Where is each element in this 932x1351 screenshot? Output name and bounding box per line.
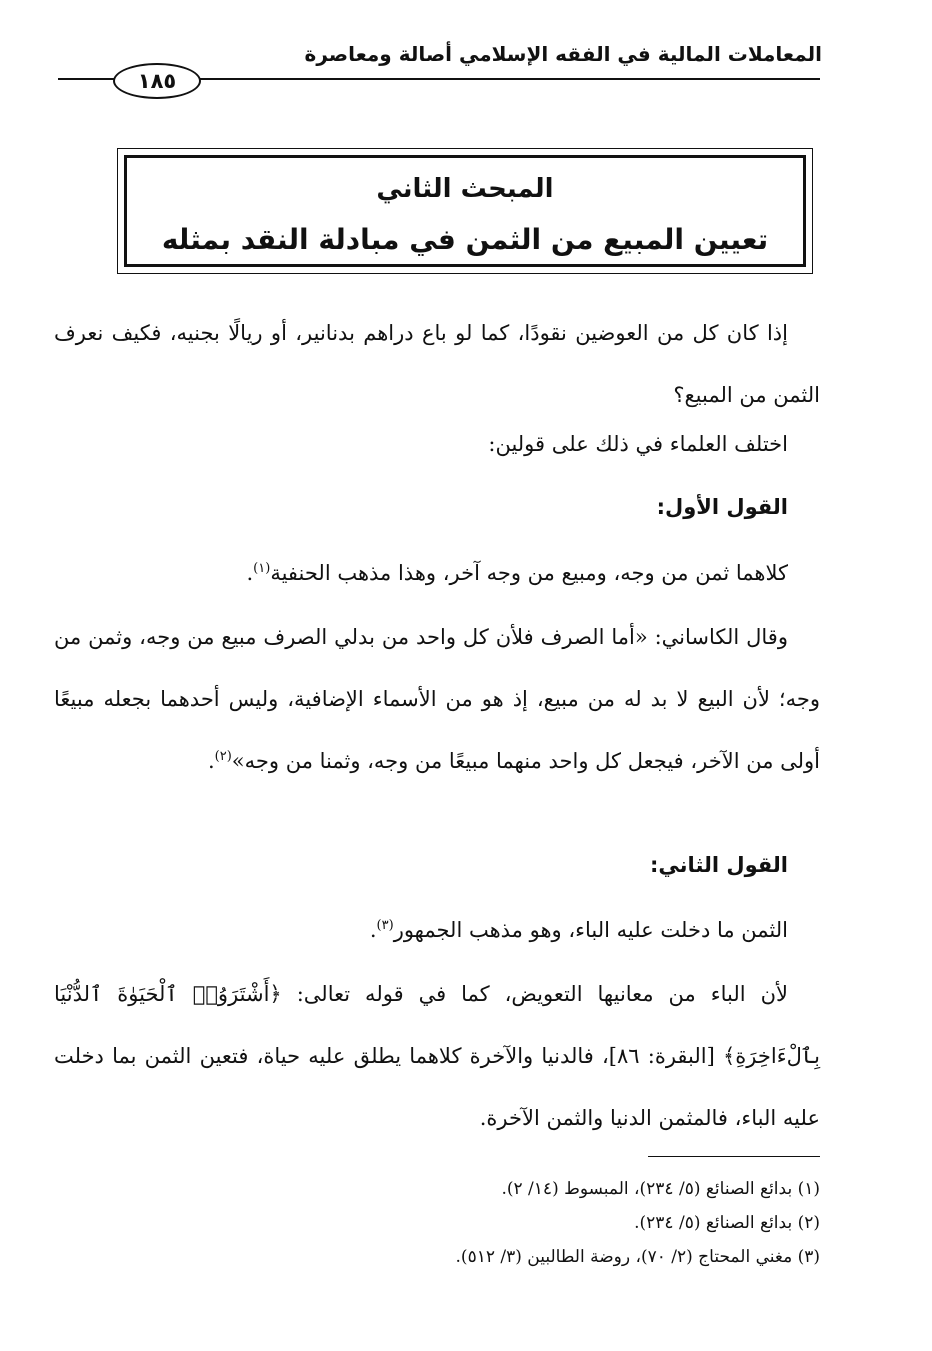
- footnotes: [120, 1172, 820, 1274]
- paragraph-kasani-quote-text: وقال الكاساني: «أما الصرف فلأن كل واحد من بدلي الصرف مبيع من وجه، وثمن من وجه؛ لأن البيع لا بد له من مبيع، إذ هو من الأسماء الإضافية، وليس أحدهما بجعله مبيعًا أولى من الآخر، فيجعل كل واحد منهما مبيعًا من وجه، وثمنا من وجه»: [54, 625, 820, 773]
- footnote-3: (٣) مغني المحتاج (٢/ ٧٠)، روضة الطالبين (٣/ ٥١٢).: [455, 1247, 820, 1267]
- paragraph-intro-text: إذا كان كل من العوضين نقودًا، كما لو باع دراهم بدنانير، أو ريالًا بجنيه، فكيف نعرف الثمن من المبيع؟: [54, 321, 820, 407]
- period: .: [246, 561, 254, 585]
- page-number: ١٨٥: [113, 63, 201, 99]
- footnote-ref-3: (٣): [376, 918, 394, 933]
- period: .: [369, 918, 377, 942]
- paragraph-second-opinion: [54, 899, 820, 961]
- paragraph-disagreement-text: اختلف العلماء في ذلك على قولين:: [488, 432, 788, 456]
- paragraph-first-opinion: [54, 542, 820, 604]
- footnote-1: (١) بدائع الصنائع (٥/ ٢٣٤)، المبسوط (١٤/ ٢).: [501, 1179, 820, 1199]
- heading-second-opinion: [54, 834, 820, 896]
- section-title-frame: [124, 155, 806, 267]
- heading-second-opinion-text: القول الثاني:: [650, 853, 788, 877]
- paragraph-second-opinion-text: الثمن ما دخلت عليه الباء، وهو مذهب الجمهور: [393, 918, 788, 942]
- footnote-ref-1: (١): [253, 561, 271, 576]
- paragraph-intro: [54, 302, 820, 426]
- period: .: [207, 749, 215, 773]
- section-topic-title: تعيين المبيع من الثمن في مبادلة النقد بمثله: [161, 223, 769, 256]
- section-title-box: [117, 148, 813, 274]
- quranic-verse: ﴿أَشْتَرَوُا۟ ٱلْحَيَوٰةَ ٱلدُّنْيَا بِٱلْءَاخِرَةِ﴾: [54, 982, 820, 1068]
- paragraph-evidence: [54, 963, 820, 1149]
- footnote-2: (٢) بدائع الصنائع (٥/ ٢٣٤).: [634, 1213, 820, 1233]
- heading-first-opinion: [54, 476, 820, 538]
- footnote-ref-2: (٢): [214, 749, 232, 764]
- running-header-title: المعاملات المالية في الفقه الإسلامي أصالة ومعاصرة: [304, 42, 822, 66]
- paragraph-disagreement: [54, 413, 820, 475]
- paragraph-evidence-conclusion: [البقرة: ٨٦]، فالدنيا والآخرة كلاهما يطلق عليه حياة، فتعين الثمن بما دخلت عليه الباء، فالمثمن الدنيا والثمن الآخرة.: [54, 1044, 820, 1130]
- heading-first-opinion-text: القول الأول:: [656, 495, 788, 519]
- paragraph-evidence-intro: لأن الباء من معانيها التعويض، كما في قوله تعالى:: [281, 982, 788, 1006]
- paragraph-first-opinion-text: كلاهما ثمن من وجه، ومبيع من وجه آخر، وهذا مذهب الحنفية: [270, 561, 788, 585]
- paragraph-kasani-quote: [54, 606, 820, 792]
- section-number-title: المبحث الثاني: [376, 174, 554, 204]
- footnote-separator: [648, 1156, 820, 1157]
